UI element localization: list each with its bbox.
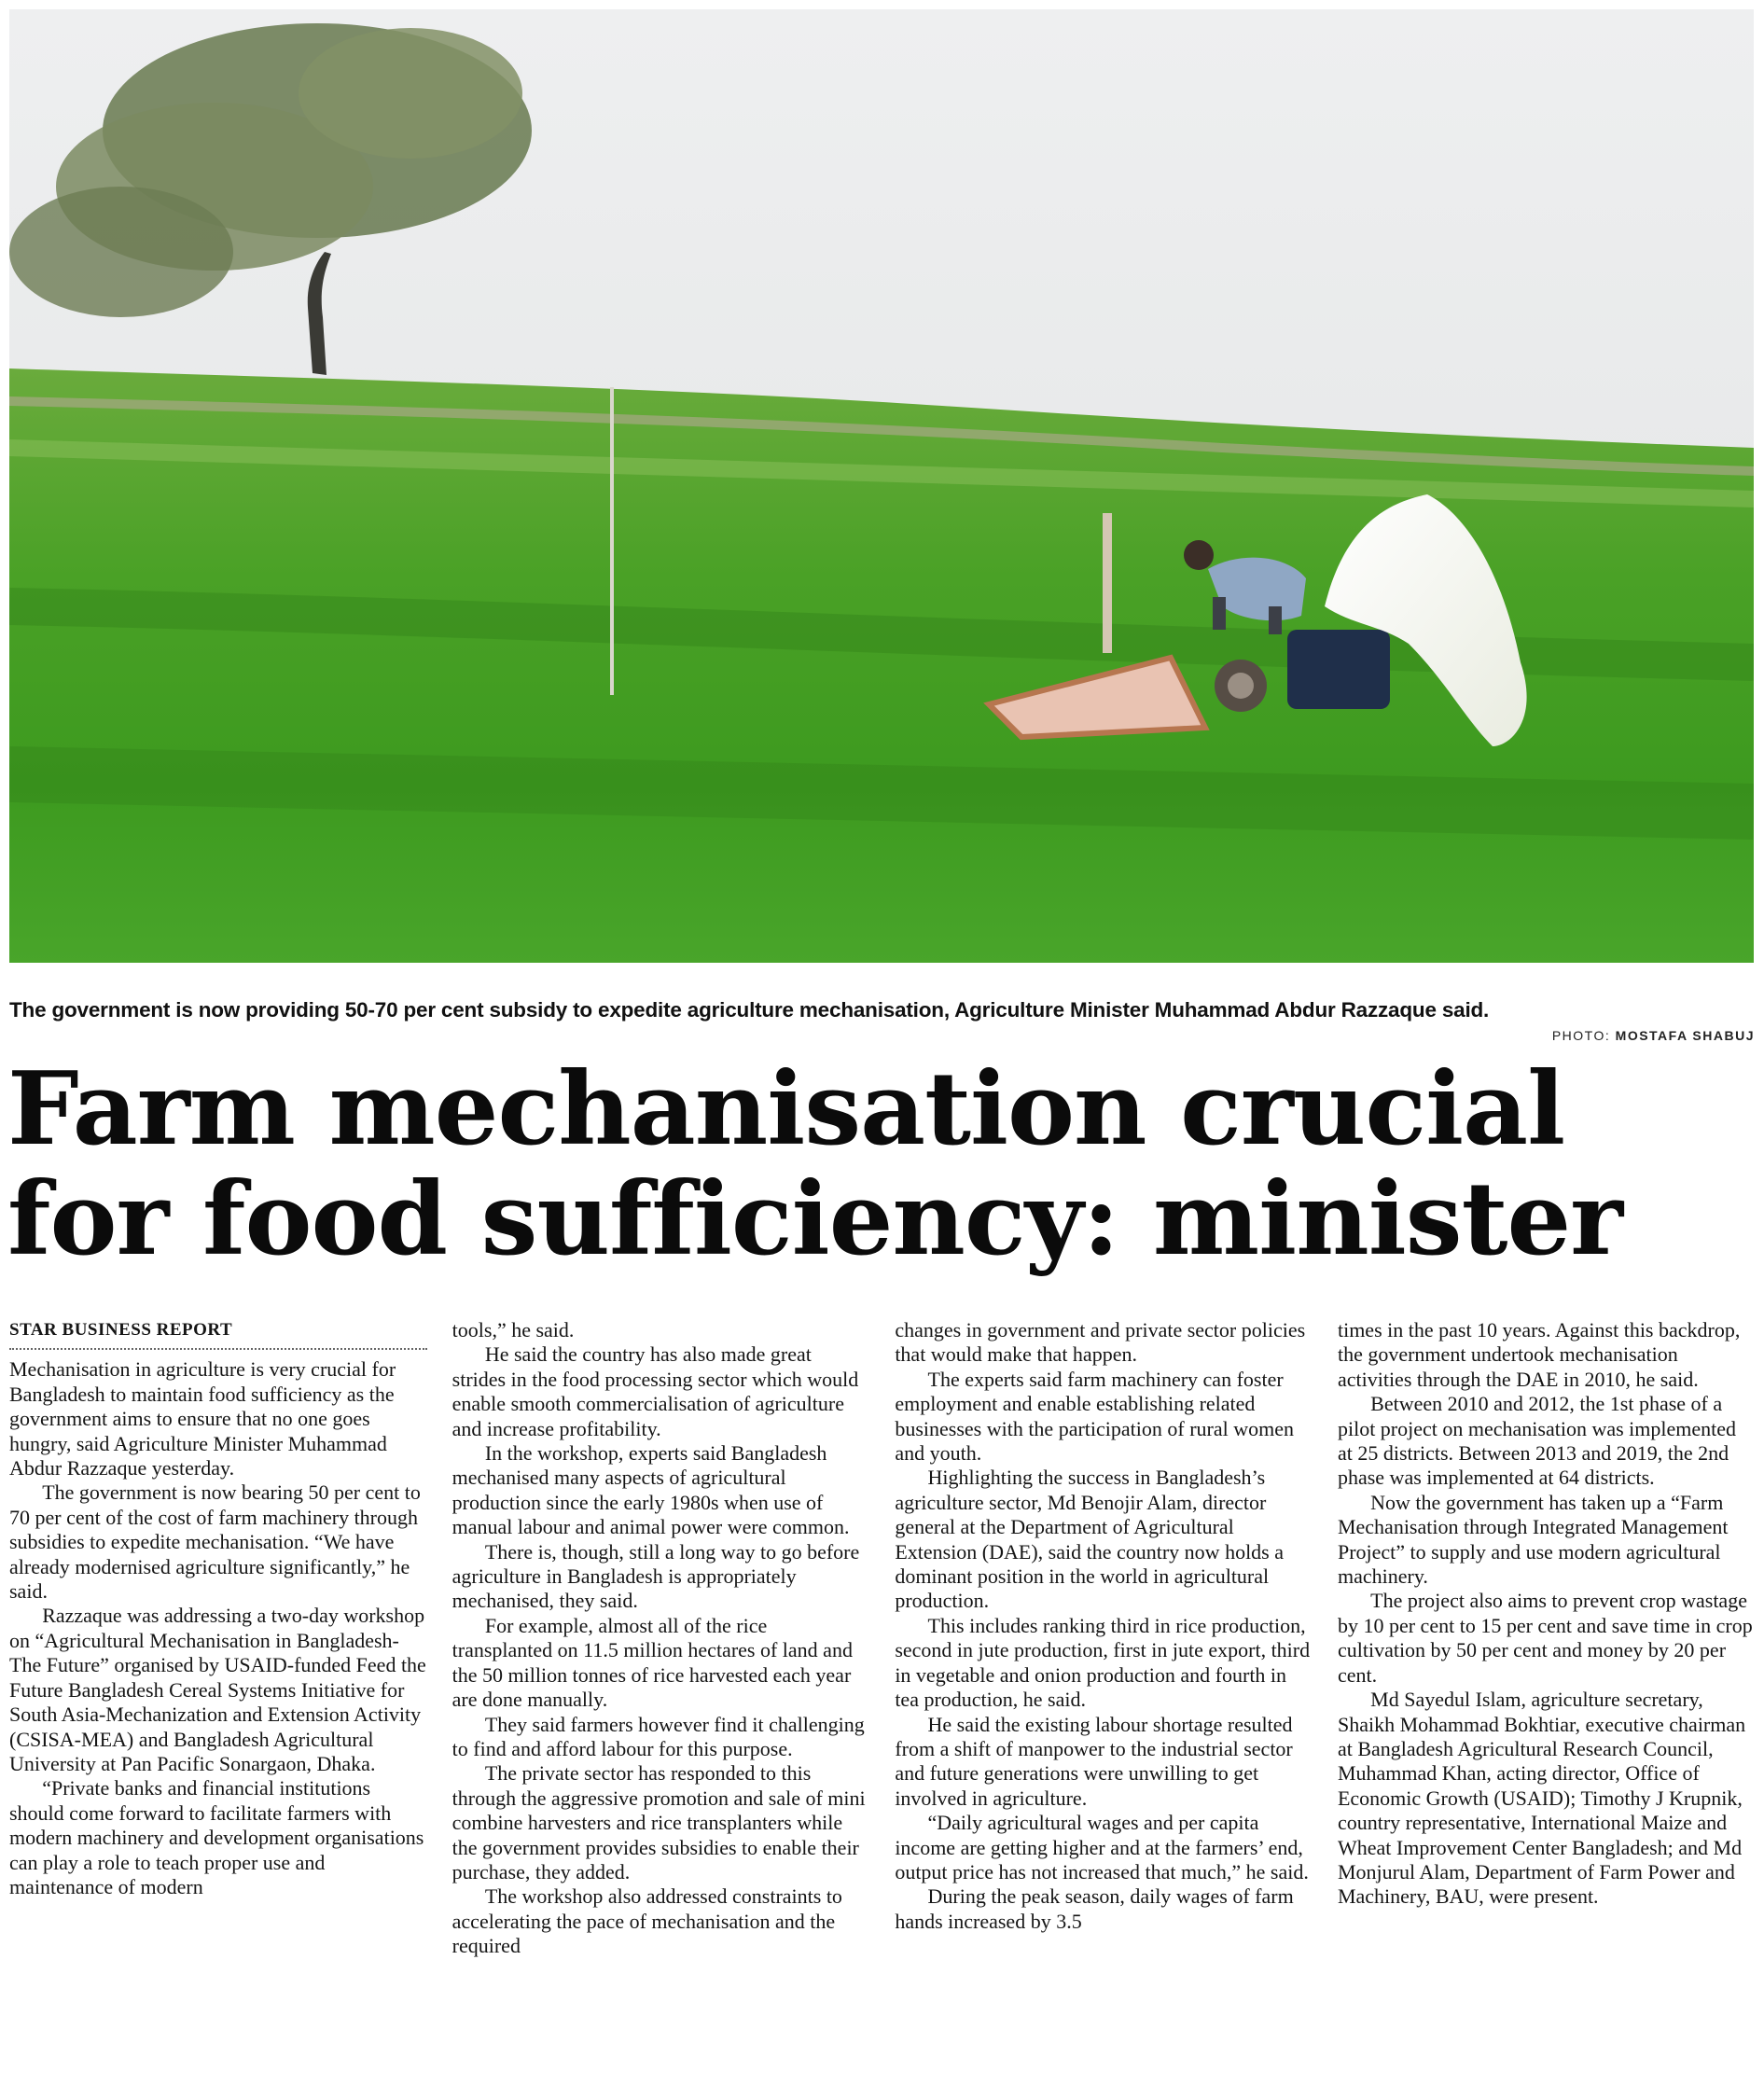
paragraph: Between 2010 and 2012, the 1st phase of a pilot project on mechanisation was implemented at 25 districts. Between 2013 and 2019, the 2nd phase was implemented at 64 districts. bbox=[1337, 1392, 1737, 1490]
paragraph: He said the existing labour shortage resulted from a shift of manpower to the industrial sector and future generations were unwilling to get involved in agriculture. bbox=[895, 1712, 1293, 1810]
paragraph: “Daily agricultural wages and per capita income are getting higher and at the farmers’ end, output price has not increased that much,” he said. bbox=[895, 1811, 1309, 1884]
wooden-stake bbox=[1103, 513, 1112, 653]
paragraph: The project also aims to prevent crop wastage by 10 per cent to 15 per cent and save time in crop cultivation by 50 per cent and money by 20 per cent. bbox=[1337, 1589, 1753, 1687]
paragraph: The experts said farm machinery can foster employment and enable establishing related businesses with the participation of rural women and youth. bbox=[895, 1367, 1294, 1466]
article-column-3 bbox=[895, 1318, 1313, 2092]
paragraph: Highlighting the success in Bangladesh’s agriculture sector, Md Benojir Alam, director general at the Department of Agricultural Extension (DAE), said the country now holds a dominant position in the world in agricultural production. bbox=[895, 1466, 1285, 1613]
article-column-2 bbox=[452, 1318, 870, 2092]
field-photo-illustration bbox=[9, 9, 1754, 963]
paragraph: He said the country has also made great strides in the food processing sector which would enable smooth commercialisation of agriculture and increase profitability. bbox=[451, 1342, 859, 1440]
article-column-4 bbox=[1338, 1318, 1756, 2092]
paragraph: Md Sayedul Islam, agriculture secretary, Shaikh Mohammad Bokhtiar, executive chairman at Bangladesh Agricultural Research Council, Muhammad Khan, acting director, Office of Economic Growth (USAID); Timothy J Krupnik, country representative, International Maize and Wheat Improvement Center Bangladesh; and Md Monjurul Alam, Department of Farm Power and Machinery, BAU, were present. bbox=[1337, 1688, 1746, 1909]
headline-line-2: for food sufficiency: minister bbox=[7, 1161, 1623, 1278]
paragraph: There is, though, still a long way to go before agriculture in Bangladesh is appropriately mechanised, they said. bbox=[451, 1539, 860, 1613]
paragraph: The workshop also addressed constraints to accelerating the pace of mechanisation and the required bbox=[451, 1884, 842, 1958]
paragraph: This includes ranking third in rice production, second in jute production, first in jute export, third in vegetable and onion production and fourth in tea production, he said. bbox=[895, 1613, 1311, 1712]
article-body bbox=[9, 1318, 1756, 2092]
paragraph: For example, almost all of the rice transplanted on 11.5 million hectares of land and the 50 million tonnes of rice harvested each year are done manually. bbox=[451, 1613, 853, 1712]
paragraph: In the workshop, experts said Bangladesh mechanised many aspects of agricultural production since the early 1980s when use of manual labour and animal power were common. bbox=[451, 1441, 850, 1539]
paragraph: Mechanisation in agriculture is very crucial for Bangladesh to maintain food sufficiency as the government aims to ensure that no one goes hungry, said Agriculture Minister Muhammad Abdur Razzaque yesterday. bbox=[9, 1357, 396, 1480]
paragraph: Now the government has taken up a “Farm Mechanisation through Integrated Management Project” to supply and use modern agricultural machinery. bbox=[1337, 1490, 1729, 1589]
paragraph: Razzaque was addressing a two-day workshop on “Agricultural Mechanisation in Bangladesh-The Future” organised by USAID-funded Feed the Future Bangladesh Cereal Systems Initiative for South Asia-Mechanization and Extension Activity (CSISA-MEA) and Bangladesh Agricultural University at Pan Pacific Sonargaon, Dhaka. bbox=[9, 1604, 426, 1775]
paragraph: times in the past 10 years. Against this backdrop, the government undertook mechanisation activities through the DAE in 2010, he said. bbox=[1337, 1318, 1741, 1391]
byline: STAR BUSINESS REPORT bbox=[9, 1318, 427, 1350]
photo-caption: The government is now providing 50-70 per cent subsidy to expedite agriculture mechanisation, Agriculture Minister Muhammad Abdur Razzaque said. bbox=[9, 998, 1490, 1022]
paragraph: changes in government and private sector policies that would make that happen. bbox=[895, 1318, 1306, 1367]
article-photo bbox=[9, 9, 1754, 963]
paragraph: The government is now bearing 50 per cent to 70 per cent of the cost of farm machinery through subsidies to expedite mechanisation. “We have already modernised agriculture significantly,” he said. bbox=[9, 1480, 421, 1604]
headline bbox=[7, 1050, 1757, 1278]
paragraph: During the peak season, daily wages of farm hands increased by 3.5 bbox=[895, 1884, 1294, 1933]
article-column-1 bbox=[9, 1318, 427, 2092]
paragraph: “Private banks and financial institutions should come forward to facilitate farmers with modern machinery and development organisations can play a role to teach proper use and maintenance of modern bbox=[9, 1776, 424, 1898]
photo-credit-label: PHOTO: bbox=[1551, 1028, 1611, 1043]
photo-credit bbox=[1552, 1028, 1755, 1043]
photographer-name: MOSTAFA SHABUJ bbox=[1615, 1028, 1755, 1043]
paragraph: They said farmers however find it challenging to find and afford labour for this purpose. bbox=[451, 1712, 865, 1760]
bamboo-pole bbox=[610, 387, 614, 695]
headline-line-1: Farm mechanisation crucial bbox=[7, 1050, 1565, 1168]
paragraph: The private sector has responded to this through the aggressive promotion and sale of mini combine harvesters and rice transplanters while the government provides subsidies to enable their purchase, they added. bbox=[451, 1761, 866, 1884]
paragraph: tools,” he said. bbox=[451, 1318, 575, 1341]
